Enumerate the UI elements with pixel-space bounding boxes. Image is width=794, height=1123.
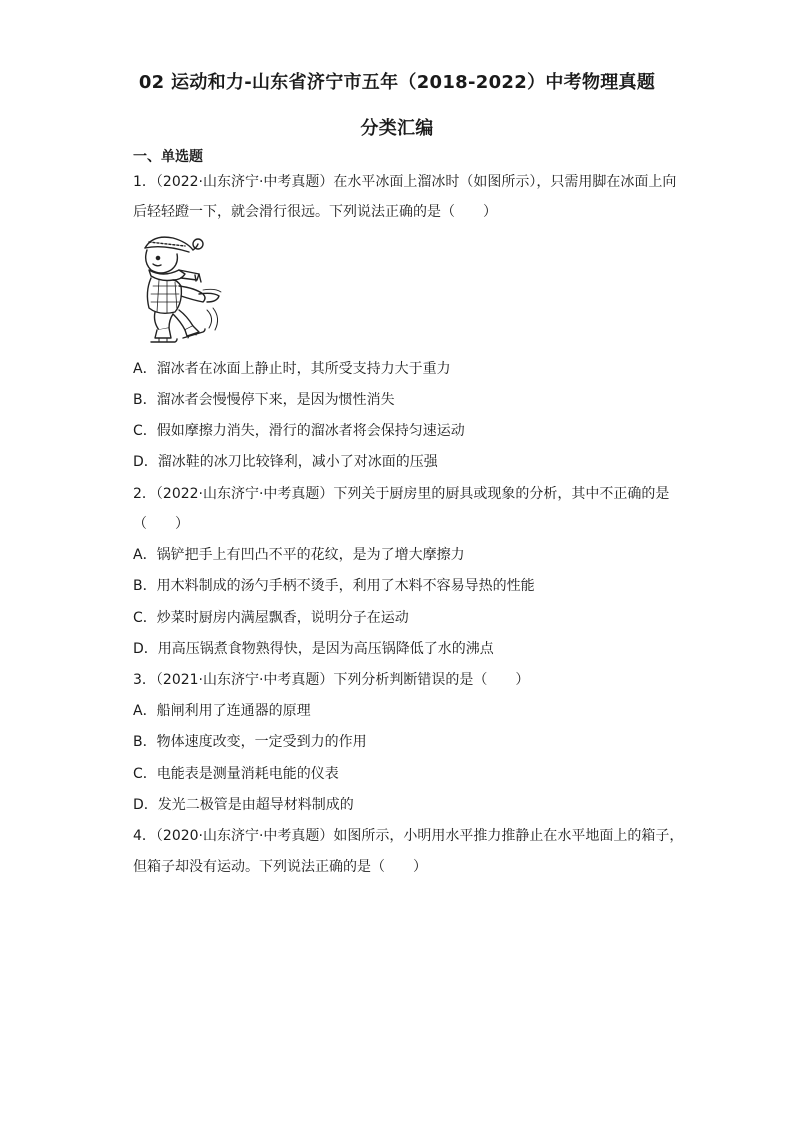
q2-option-d: D．用高压锅煮食物熟得快，是因为高压锅降低了水的沸点 [133,641,494,657]
q1-option-b: B．溜冰者会慢慢停下来，是因为惯性消失 [133,392,395,408]
q2-option-b: B．用木料制成的汤勺手柄不烫手，利用了木料不容易导热的性能 [133,578,535,594]
q1-option-a: A．溜冰者在冰面上静止时，其所受支持力大于重力 [133,361,451,377]
q4-stem-line-2: 但箱子却没有运动。下列说法正确的是（ ） [133,859,427,875]
q1-option-d: D．溜冰鞋的冰刀比较锋利，减小了对冰面的压强 [133,454,438,470]
q2-option-a: A．锅铲把手上有凹凸不平的花纹，是为了增大摩擦力 [133,547,465,563]
document-title-line-2: 分类汇编 [360,118,434,139]
q1-stem-line-2: 后轻轻蹬一下，就会滑行很远。下列说法正确的是（ ） [133,204,497,220]
q2-option-c: C．炒菜时厨房内满屋飘香，说明分子在运动 [133,610,409,626]
section-heading: 一、单选题 [133,149,203,165]
q3-option-d: D．发光二极管是由超导材料制成的 [133,797,354,813]
q3-stem-line-1: 3．（2021·山东济宁·中考真题）下列分析判断错误的是（ ） [133,672,530,688]
q1-stem-line-1: 1．（2022·山东济宁·中考真题）在水平冰面上溜冰时（如图所示），只需用脚在冰面上向 [133,174,677,190]
q3-option-b: B．物体速度改变，一定受到力的作用 [133,734,367,750]
q2-stem-line-1: 2．（2022·山东济宁·中考真题）下列关于厨房里的厨具或现象的分析，其中不正确的是 [133,486,670,502]
q3-option-a: A．船闸利用了连通器的原理 [133,703,311,719]
q2-stem-line-2: （ ） [133,516,189,532]
ice-skater-illustration [133,230,233,348]
q1-option-c: C．假如摩擦力消失，滑行的溜冰者将会保持匀速运动 [133,423,465,439]
q4-stem-line-1: 4．（2020·山东济宁·中考真题）如图所示，小明用水平推力推静止在水平地面上的箱子， [133,828,684,844]
q3-option-c: C．电能表是测量消耗电能的仪表 [133,766,339,782]
document-title-line-1: 02 运动和力-山东省济宁市五年（2018-2022）中考物理真题 [138,72,656,93]
